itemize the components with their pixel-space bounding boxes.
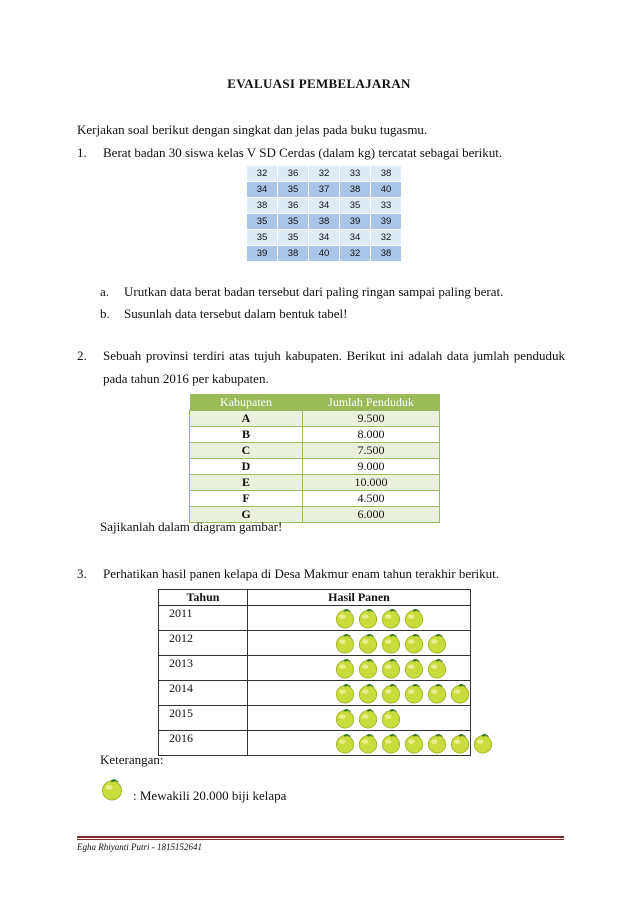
weights-cell: 40	[371, 182, 402, 198]
weights-row	[247, 166, 402, 182]
intro-text: Kerjakan soal berikut dengan singkat dan jelas pada buku tugasmu.	[77, 122, 428, 137]
weights-cell: 35	[340, 198, 371, 214]
harvest-row	[159, 606, 471, 631]
footer-author: Egha Rhiyanti Putri - 1815152641	[77, 842, 202, 852]
coconut-icon	[380, 607, 402, 629]
pop-jumlah-cell: 7.500	[303, 443, 440, 459]
coconut-icon	[334, 732, 356, 754]
pop-jumlah-cell: 9.500	[303, 411, 440, 427]
page-title: EVALUASI PEMBELAJARAN	[227, 76, 411, 91]
q1b-label: b.	[100, 306, 110, 321]
weights-cell: 37	[309, 182, 340, 198]
pop-row	[190, 443, 440, 459]
weights-cell: 39	[371, 214, 402, 230]
pop-header-kabupaten: Kabupaten	[190, 394, 303, 411]
q1a-text: Urutkan data berat badan tersebut dari paling ringan sampai paling berat.	[124, 284, 504, 299]
weights-cell: 32	[247, 166, 278, 182]
harvest-row	[159, 681, 471, 706]
coconut-icon	[334, 707, 356, 729]
weights-cell: 40	[309, 246, 340, 262]
harvest-icons-cell	[248, 606, 471, 631]
coconut-icon	[426, 632, 448, 654]
weights-cell: 34	[247, 182, 278, 198]
weights-row	[247, 182, 402, 198]
harvest-icons-cell	[248, 681, 471, 706]
q1b-text: Susunlah data tersebut dalam bentuk tabel!	[124, 306, 348, 321]
harvest-year-cell: 2011	[159, 606, 248, 631]
coconut-icon	[334, 632, 356, 654]
harvest-row	[159, 631, 471, 656]
coconut-icon	[357, 682, 379, 704]
harvest-header-hasil: Hasil Panen	[248, 590, 471, 606]
harvest-icons-cell	[248, 656, 471, 681]
weights-cell: 35	[247, 230, 278, 246]
harvest-row	[159, 656, 471, 681]
harvest-row	[159, 706, 471, 731]
harvest-icons-cell	[248, 631, 471, 656]
pop-kabupaten-cell: C	[190, 443, 303, 459]
coconut-icon	[334, 657, 356, 679]
coconut-icon	[357, 607, 379, 629]
weights-cell: 36	[278, 166, 309, 182]
footer-divider-thin	[77, 839, 564, 840]
harvest-icons-cell	[248, 706, 471, 731]
harvest-year-cell: 2014	[159, 681, 248, 706]
weights-cell: 34	[309, 230, 340, 246]
coconut-icon	[380, 632, 402, 654]
coconut-icon	[334, 682, 356, 704]
weights-cell: 35	[278, 214, 309, 230]
pop-header-jumlah: Jumlah Penduduk	[303, 394, 440, 411]
footer-divider	[77, 836, 564, 838]
pop-jumlah-cell: 6.000	[303, 507, 440, 523]
harvest-year-cell: 2015	[159, 706, 248, 731]
coconut-icon	[357, 732, 379, 754]
coconut-icon	[380, 657, 402, 679]
q2-text-line1: Sebuah provinsi terdiri atas tujuh kabupaten. Berikut ini adalah data jumlah penduduk	[103, 348, 565, 363]
coconut-icon	[100, 777, 124, 801]
harvest-row	[159, 731, 471, 756]
weights-cell: 38	[278, 246, 309, 262]
q2-instruction: Sajikanlah dalam diagram gambar!	[100, 519, 283, 534]
pop-kabupaten-cell: G	[190, 507, 303, 523]
weights-cell: 35	[247, 214, 278, 230]
coconut-icon	[472, 732, 494, 754]
weights-cell: 39	[247, 246, 278, 262]
weights-cell: 32	[371, 230, 402, 246]
weights-cell: 35	[278, 182, 309, 198]
pop-row	[190, 459, 440, 475]
pop-kabupaten-cell: A	[190, 411, 303, 427]
weights-cell: 32	[309, 166, 340, 182]
weights-cell: 33	[340, 166, 371, 182]
coconut-icon	[426, 657, 448, 679]
coconut-icon	[380, 682, 402, 704]
weights-cell: 38	[340, 182, 371, 198]
pop-jumlah-cell: 4.500	[303, 491, 440, 507]
weights-cell: 38	[371, 166, 402, 182]
coconut-icon	[403, 607, 425, 629]
coconut-icon	[426, 732, 448, 754]
harvest-year-cell: 2016	[159, 731, 248, 756]
weights-row	[247, 246, 402, 262]
harvest-year-cell: 2013	[159, 656, 248, 681]
coconut-icon	[380, 707, 402, 729]
weights-cell: 38	[247, 198, 278, 214]
q3-text: Perhatikan hasil panen kelapa di Desa Makmur enam tahun terakhir berikut.	[103, 566, 500, 581]
pop-row	[190, 475, 440, 491]
coconut-icon	[357, 657, 379, 679]
q2-text-line2: pada tahun 2016 per kabupaten.	[103, 371, 269, 386]
coconut-icon	[380, 732, 402, 754]
pop-kabupaten-cell: D	[190, 459, 303, 475]
harvest-table	[158, 589, 471, 756]
pop-jumlah-cell: 10.000	[303, 475, 440, 491]
coconut-icon	[357, 707, 379, 729]
coconut-icon	[449, 682, 471, 704]
coconut-icon	[357, 632, 379, 654]
q1a-label: a.	[100, 284, 110, 299]
pop-jumlah-cell: 8.000	[303, 427, 440, 443]
coconut-icon	[403, 632, 425, 654]
harvest-icons-cell	[248, 731, 471, 756]
weights-cell: 38	[371, 246, 402, 262]
coconut-icon	[403, 657, 425, 679]
pop-kabupaten-cell: B	[190, 427, 303, 443]
weights-cell: 34	[340, 230, 371, 246]
pop-kabupaten-cell: E	[190, 475, 303, 491]
coconut-icon	[403, 682, 425, 704]
pop-kabupaten-cell: F	[190, 491, 303, 507]
weights-cell: 33	[371, 198, 402, 214]
coconut-icon	[334, 607, 356, 629]
weights-cell: 38	[309, 214, 340, 230]
weights-cell: 39	[340, 214, 371, 230]
q2-number: 2.	[77, 348, 87, 363]
legend-text: : Mewakili 20.000 biji kelapa	[133, 788, 287, 803]
pop-row	[190, 427, 440, 443]
pop-jumlah-cell: 9.000	[303, 459, 440, 475]
q3-number: 3.	[77, 566, 87, 581]
q1-number: 1.	[77, 145, 87, 160]
weights-row	[247, 230, 402, 246]
coconut-icon	[403, 732, 425, 754]
weights-row	[247, 214, 402, 230]
harvest-header-tahun: Tahun	[159, 590, 248, 606]
weights-cell: 35	[278, 230, 309, 246]
pop-row	[190, 491, 440, 507]
harvest-year-cell: 2012	[159, 631, 248, 656]
weights-cell: 32	[340, 246, 371, 262]
legend-label: Keterangan:	[100, 752, 164, 767]
q1-text: Berat badan 30 siswa kelas V SD Cerdas (dalam kg) tercatat sebagai berikut.	[103, 145, 503, 160]
coconut-icon	[449, 732, 471, 754]
population-table	[189, 394, 440, 523]
weights-row	[247, 198, 402, 214]
coconut-icon	[426, 682, 448, 704]
weights-cell: 36	[278, 198, 309, 214]
pop-row	[190, 411, 440, 427]
weights-table	[246, 165, 402, 262]
weights-cell: 34	[309, 198, 340, 214]
